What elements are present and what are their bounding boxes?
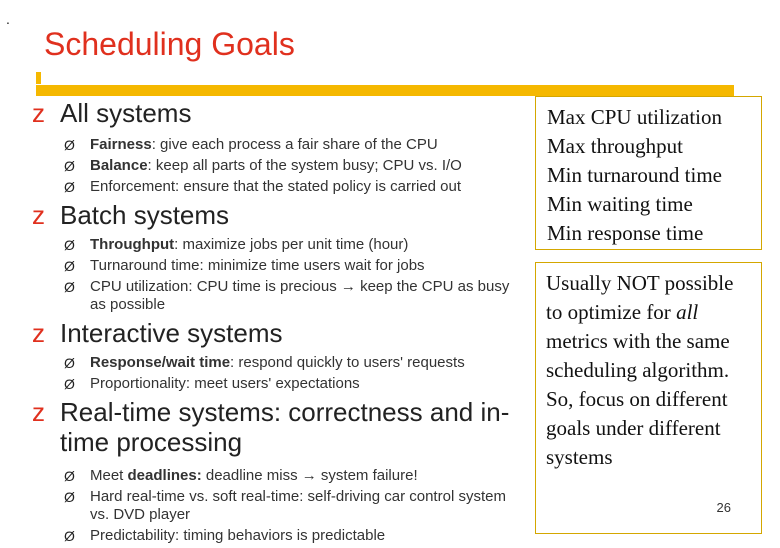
- metric-line: Min waiting time: [547, 192, 693, 216]
- list-item: Ø Fairness: give each process a fair share of the CPU: [64, 136, 438, 153]
- arrow-bullet-icon: Ø: [64, 137, 75, 153]
- section-heading: All systems: [60, 98, 192, 128]
- bullet-icon: z: [32, 200, 45, 230]
- metrics-box: [535, 96, 762, 250]
- metric-line: Min response time: [547, 221, 704, 245]
- section-heading: Batch systems: [60, 200, 230, 230]
- list-item: Ø CPU utilization: CPU time is precious → keep the CPU as busy as possible: [64, 278, 510, 313]
- section-realtime-systems: [32, 397, 522, 545]
- arrow-bullet-icon: Ø: [64, 489, 75, 505]
- bullet-icon: z: [32, 98, 45, 128]
- note-text: Usually NOT possible to optimize for all metrics with the same scheduling algorithm. So, focus on different goals under different systems: [546, 271, 734, 469]
- title-rule-accent: [36, 72, 41, 84]
- bullet-column: [32, 94, 522, 548]
- section-interactive-systems: [32, 318, 522, 393]
- arrow-bullet-icon: Ø: [64, 258, 75, 274]
- section-batch-systems: [32, 200, 522, 314]
- arrow-bullet-icon: Ø: [64, 179, 75, 195]
- arrow-bullet-icon: Ø: [64, 158, 75, 174]
- bullet-icon: z: [32, 397, 45, 427]
- list-item: Ø Throughput: maximize jobs per unit time (hour): [64, 236, 409, 253]
- slide-title: Scheduling Goals: [44, 26, 295, 62]
- arrow-bullet-icon: Ø: [64, 237, 75, 253]
- list-item: Ø Predictability: timing behaviors is predictable: [64, 527, 386, 544]
- list-item: Ø Enforcement: ensure that the stated policy is carried out: [64, 178, 462, 195]
- section-heading: Real-time systems: correctness and in-time processing: [60, 397, 510, 457]
- note-box: [535, 262, 762, 534]
- arrow-bullet-icon: Ø: [64, 376, 75, 392]
- list-item: Ø Hard real-time vs. soft real-time: self-driving car control system vs. DVD player: [64, 488, 506, 523]
- metric-line: Max throughput: [547, 134, 683, 158]
- list-item: Ø Turnaround time: minimize time users wait for jobs: [64, 257, 425, 274]
- bullet-icon: z: [32, 318, 45, 348]
- list-item: Ø Balance: keep all parts of the system busy; CPU vs. I/O: [64, 157, 462, 174]
- list-item: Ø Meet deadlines: deadline miss → system failure!: [64, 467, 418, 484]
- arrow-bullet-icon: Ø: [64, 468, 75, 484]
- corner-mark: .: [6, 11, 10, 27]
- section-heading: Interactive systems: [60, 318, 283, 348]
- metric-line: Min turnaround time: [547, 163, 722, 187]
- page-number: 26: [716, 500, 731, 515]
- list-item: Ø Response/wait time: respond quickly to users' requests: [64, 354, 465, 371]
- arrow-bullet-icon: Ø: [64, 279, 75, 295]
- section-all-systems: [32, 98, 522, 196]
- metric-line: Max CPU utilization: [547, 105, 722, 129]
- arrow-bullet-icon: Ø: [64, 528, 75, 544]
- arrow-bullet-icon: Ø: [64, 355, 75, 371]
- list-item: Ø Proportionality: meet users' expectations: [64, 375, 360, 392]
